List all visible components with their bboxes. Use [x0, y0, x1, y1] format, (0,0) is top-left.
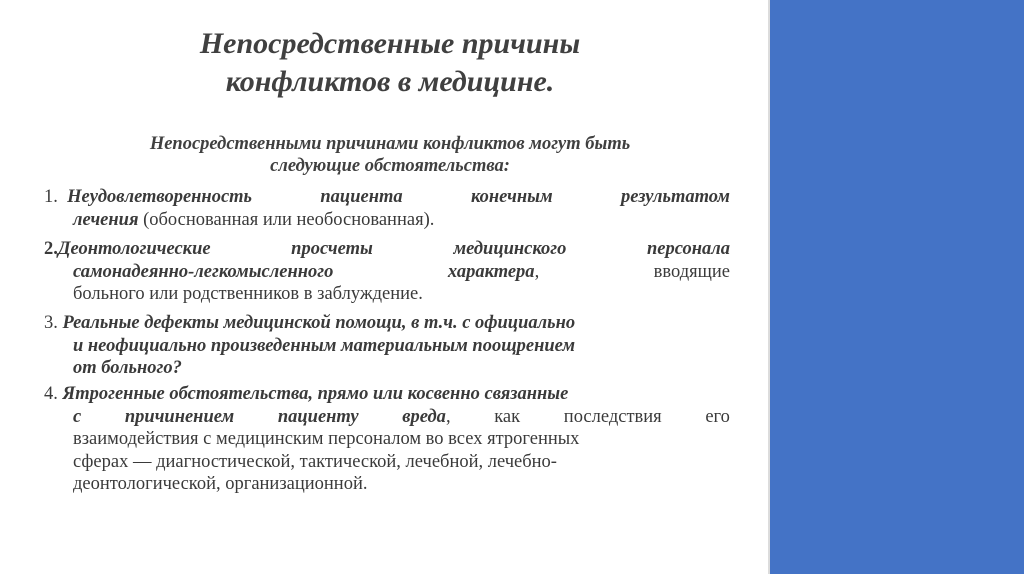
list-item-1-word: пациента — [320, 187, 403, 207]
list-item-1-line-2 — [44, 209, 730, 232]
list-item-2-line-1 — [44, 238, 730, 261]
list-item-2-comma: , — [534, 261, 540, 282]
list-item-2-phrase-group — [448, 261, 539, 284]
list-item-2-phrase: самонадеянно-легкомысленного — [73, 261, 334, 282]
list-item-2-word: медицинского — [453, 239, 567, 259]
list-item-1-word: Неудовлетворенность — [67, 187, 253, 207]
list-item-1-line-1 — [44, 186, 730, 209]
list-item-3 — [44, 312, 730, 380]
list-item-2-word: Деонтологические — [57, 239, 211, 259]
list-item-4-word: пациенту — [277, 406, 359, 427]
list-item-3-line-3: от больного? — [73, 358, 182, 378]
list-item-2-lead — [44, 238, 211, 261]
list-item-4-word: как — [494, 406, 521, 427]
intro-line-2: следующие обстоятельства: — [270, 156, 510, 176]
list-item-1 — [44, 186, 730, 231]
list-item-4-line-2 — [44, 406, 730, 429]
list-item-1-number: 1. — [44, 187, 58, 207]
list-item-2-phrase: вводящие — [653, 261, 730, 282]
list-item-1-emphasis: лечения — [73, 209, 139, 230]
list-item-4-line-5: деонтологической, организационной. — [73, 474, 368, 494]
list-item-2-word: просчеты — [291, 239, 373, 259]
title-line-2: конфликтов в медицине. — [225, 65, 555, 98]
list-item-4-word: вреда — [402, 406, 446, 427]
list-item-4-word: причинением — [124, 406, 235, 427]
slide-title — [40, 25, 740, 101]
intro-text — [60, 133, 720, 177]
list-item-3-line-1 — [44, 312, 730, 335]
accent-side-panel — [770, 0, 1024, 574]
list-item-3-number: 3. — [44, 313, 58, 333]
list-item-4-number: 4. — [44, 384, 58, 404]
list-item-1-rest: (обоснованная или необоснованная). — [138, 209, 435, 230]
list-item-2-line-2 — [44, 261, 730, 284]
list-item-2-phrase: характера — [447, 261, 535, 282]
list-item-4-line-4: сферах — диагностической, тактической, лечебной, лечебно- — [73, 451, 557, 472]
list-item-3-text: Реальные дефекты медицинской помощи, в т.ч. с официально — [62, 313, 576, 333]
list-item-4-word-group — [402, 406, 450, 429]
list-item-2-line-3: больного или родственников в заблуждение. — [73, 284, 423, 304]
intro-line-1: Непосредственными причинами конфликтов могут быть — [149, 134, 631, 154]
list-item-1-word: результатом — [621, 187, 730, 207]
list-item-1-lead — [44, 186, 252, 209]
list-item-4-text: Ятрогенные обстоятельства, прямо или косвенно связанные — [62, 384, 569, 404]
list-item-4-comma: , — [445, 406, 451, 427]
list-item-4 — [44, 383, 730, 496]
list-item-4-word: его — [705, 406, 730, 427]
list-item-2-word: персонала — [646, 239, 730, 259]
list-item-1-word: конечным — [470, 187, 553, 207]
title-line-1: Непосредственные причины — [199, 27, 581, 60]
list-item-2 — [44, 238, 730, 306]
list-item-4-word: с — [73, 406, 82, 427]
list-item-4-word: последствия — [563, 406, 662, 427]
list-item-2-number: 2. — [44, 239, 58, 259]
list-item-3-line-2: и неофициально произведенным материальным поощрением — [73, 335, 576, 356]
list-item-4-line-1 — [44, 383, 730, 406]
list-item-4-line-3: взаимодействия с медицинским персоналом во всех ятрогенных — [73, 429, 580, 449]
